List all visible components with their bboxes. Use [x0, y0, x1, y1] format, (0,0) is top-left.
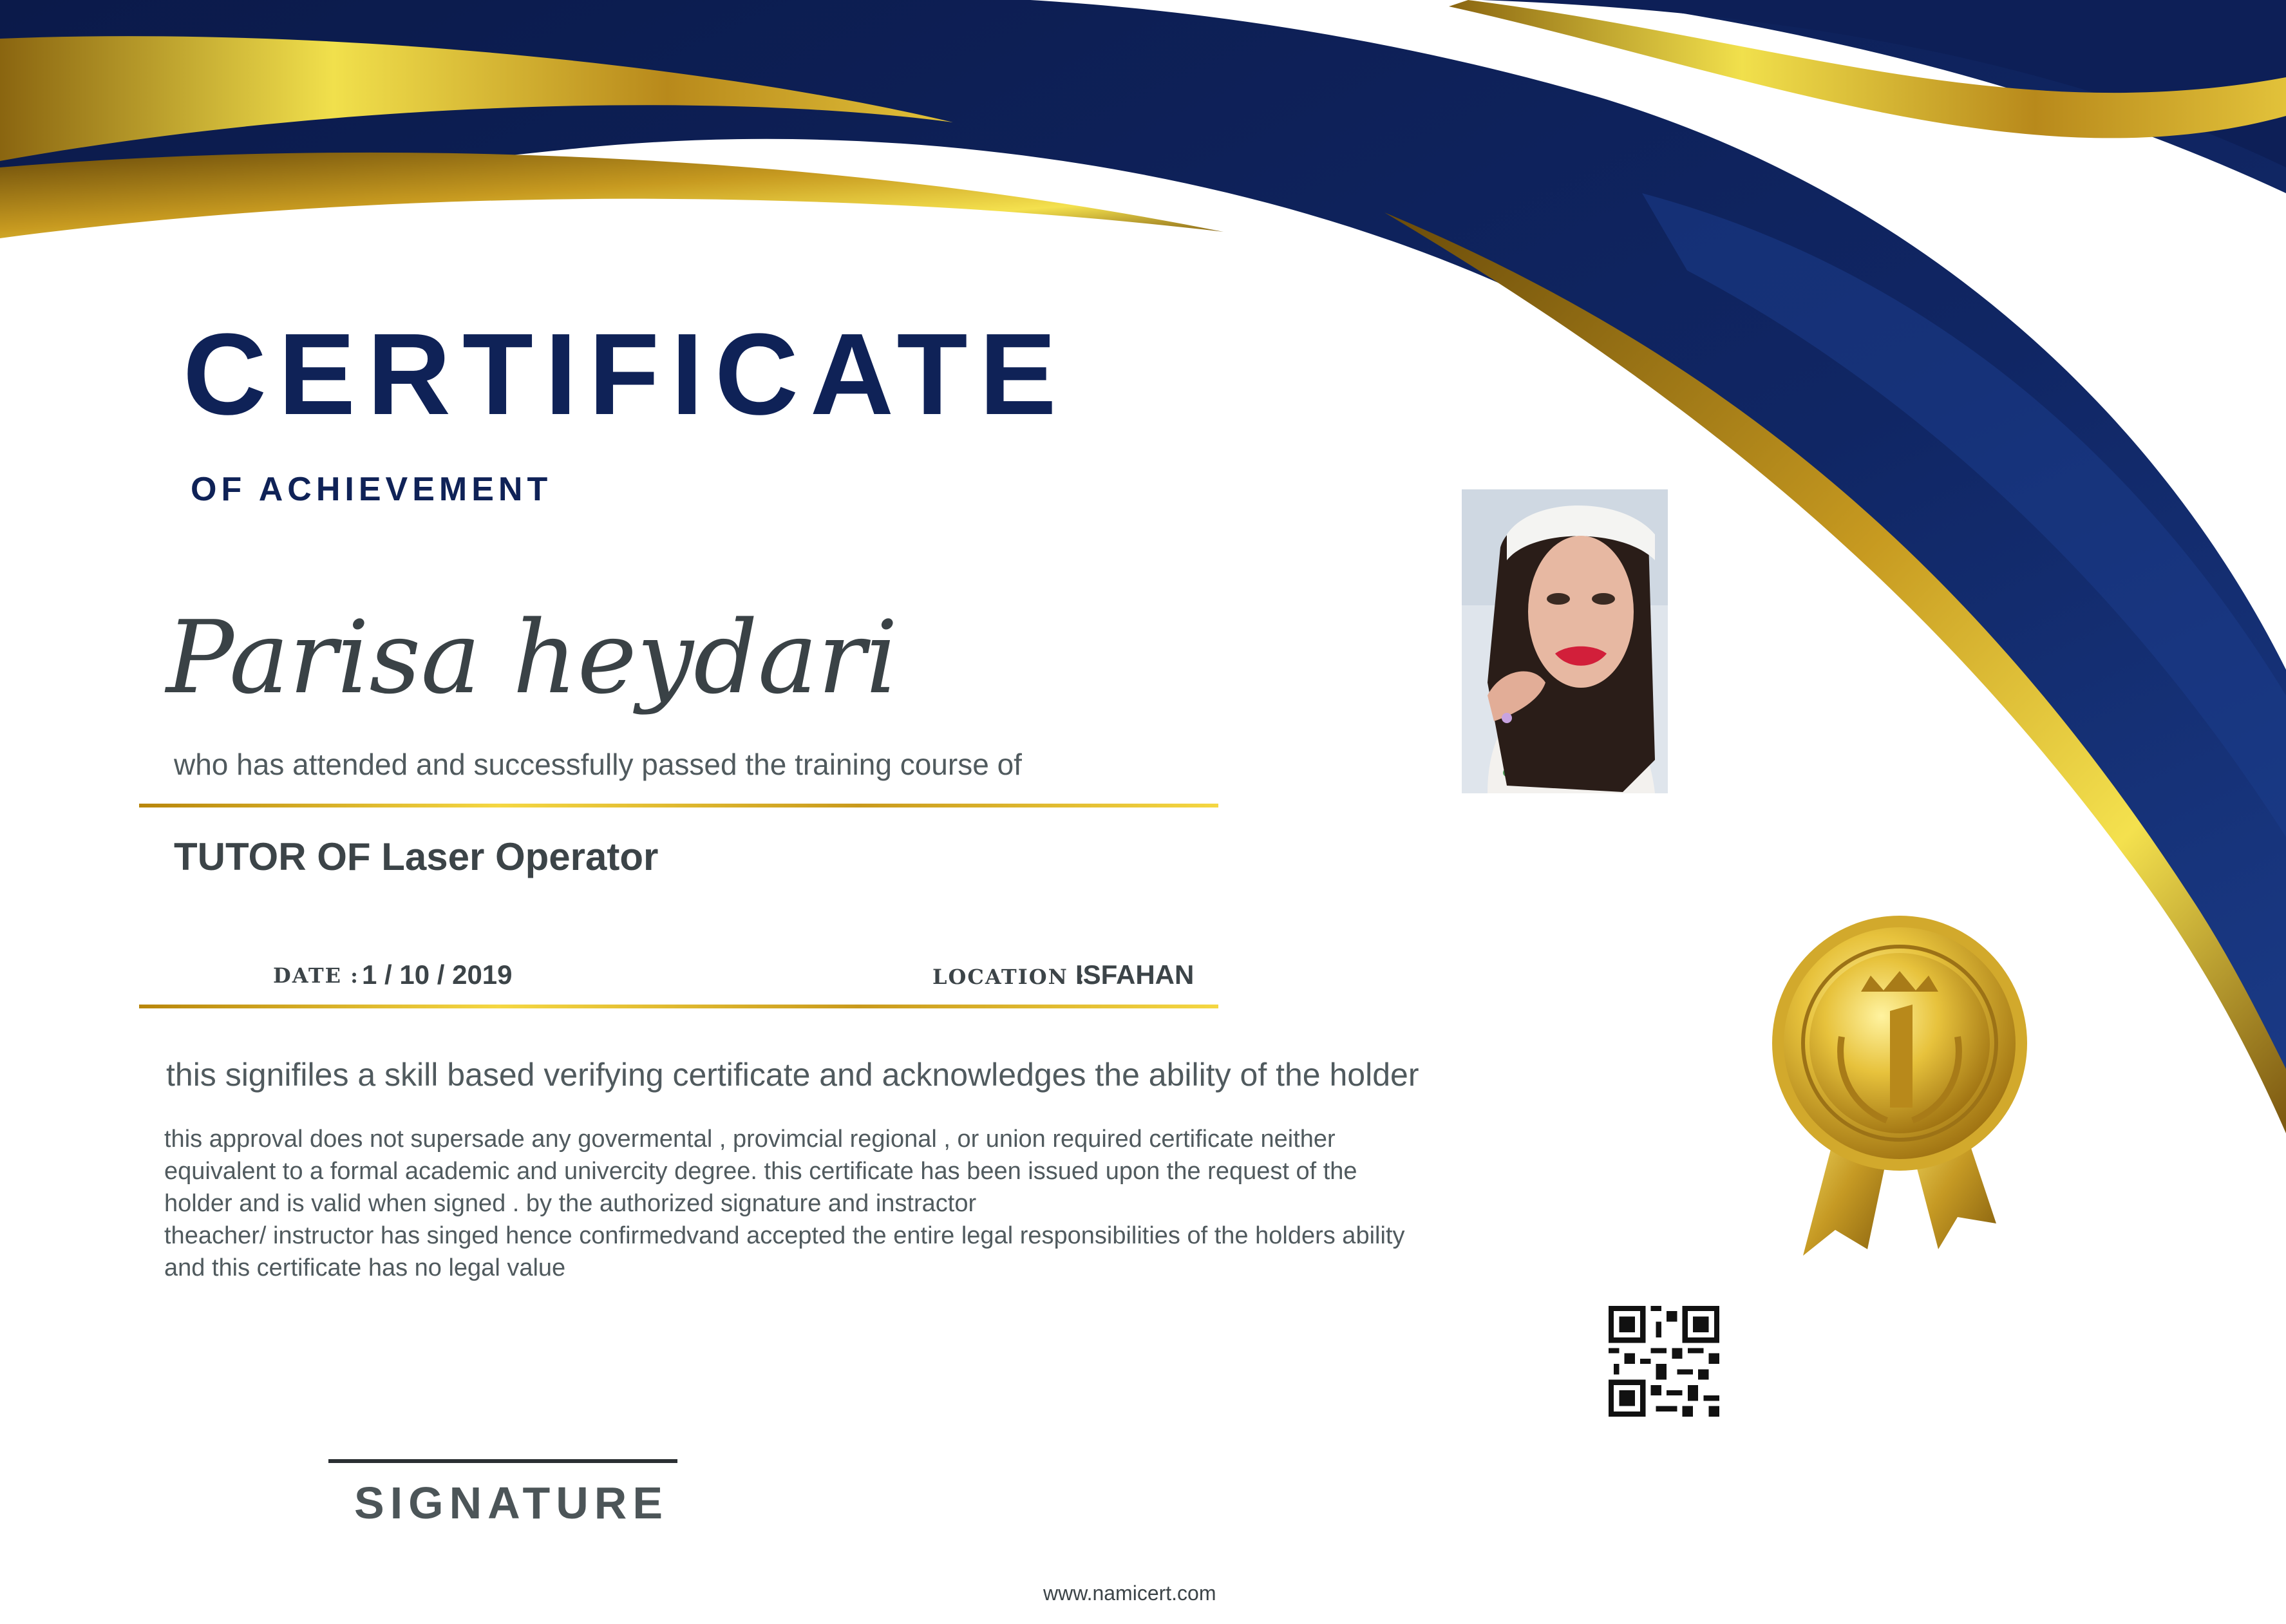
location-label: LOCATION :	[932, 965, 1086, 989]
signature-line	[328, 1459, 677, 1463]
location-value: ISFAHAN	[1075, 959, 1195, 990]
certificate-subtitle: OF ACHIEVEMENT	[191, 471, 553, 508]
divider-line-top	[139, 804, 1218, 807]
course-name: TUTOR OF Laser Operator	[174, 835, 659, 878]
disclaimer-line: this approval does not supersade any govermental , provimcial regional , or union required certificate neither	[164, 1126, 1336, 1153]
intro-text: who has attended and successfully passed the training course of	[174, 748, 1022, 781]
disclaimer-line: holder and is valid when signed . by the authorized signature and instractor	[164, 1190, 977, 1217]
qr-code-icon	[1609, 1306, 1719, 1417]
holder-photo	[1462, 489, 1668, 793]
divider-line-bottom	[139, 1005, 1218, 1008]
statement-text: this signifiles a skill based verifying certificate and acknowledges the ability of the holder	[166, 1057, 1419, 1093]
gold-medal-seal-icon	[1764, 914, 2035, 1262]
disclaimer-line: theacher/ instructor has singed hence confirmedvand accepted the entire legal responsibilities of the holders ability	[164, 1222, 1405, 1249]
signature-label: SIGNATURE	[354, 1478, 669, 1528]
portrait-image	[1462, 489, 1668, 793]
disclaimer-line: and this certificate has no legal value	[164, 1254, 566, 1281]
date-value: 1 / 10 / 2019	[362, 959, 513, 990]
certificate-title: CERTIFICATE	[183, 310, 1068, 439]
disclaimer-text	[164, 1123, 1504, 1284]
recipient-name: Parisa heydari	[166, 599, 898, 716]
website-text: www.namicert.com	[1043, 1582, 1216, 1605]
date-label: DATE :	[273, 963, 359, 988]
disclaimer-line: equivalent to a formal academic and univercity degree. this certificate has been issued upon the request of the	[164, 1158, 1357, 1185]
